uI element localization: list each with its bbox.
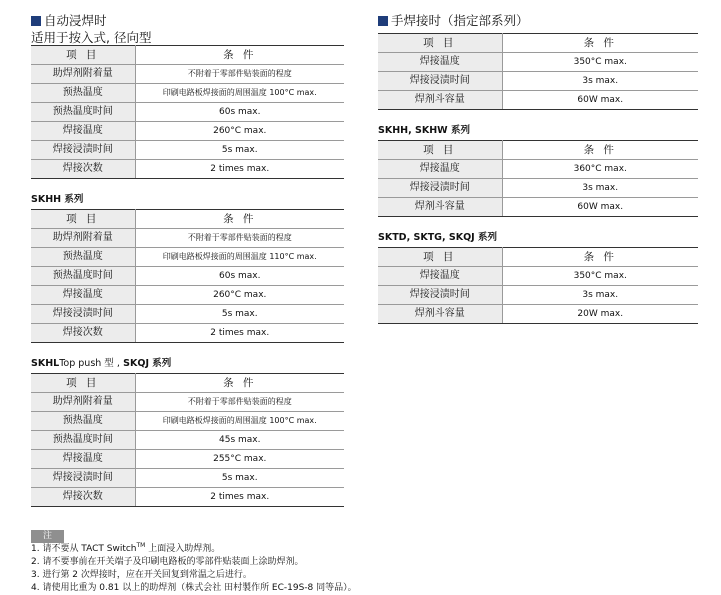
row-label: 焊接温度: [31, 286, 135, 305]
table-row: [378, 305, 698, 324]
table-row: [378, 267, 698, 286]
condition-header: 条 件: [135, 374, 344, 393]
row-label: 预热温度: [31, 412, 135, 431]
row-label: 焊接浸渍时间: [31, 305, 135, 324]
note-3: 3. 进行第 2 次焊接时，应在开关回复到常温之后进行。: [31, 570, 252, 580]
skhl-title-part: Top push 型 ,: [59, 358, 120, 369]
row-label: 焊接浸渍时间: [31, 469, 135, 488]
row-value: 360°C max.: [502, 160, 698, 179]
table-row: [378, 53, 698, 72]
skhh-dip-table: [31, 209, 344, 343]
auto-dip-subheading: 适用于按入式, 径向型: [31, 30, 152, 45]
table-row: [31, 488, 344, 507]
table-row: [31, 141, 344, 160]
row-label: 焊接温度: [378, 160, 502, 179]
note-2: 2. 请不要事前在开关端子及印刷电路板的零部件贴装面上涂助焊剂。: [31, 557, 304, 567]
row-value: 3s max.: [502, 72, 698, 91]
table-row: [31, 229, 344, 248]
manual-sktd-table: [378, 247, 698, 324]
row-value: 60W max.: [502, 91, 698, 110]
notes-section: [31, 523, 357, 595]
item-header: 项 目: [378, 34, 502, 53]
manual-soldering-heading-text: 手焊接时（指定部系列）: [391, 13, 529, 28]
note-1: [31, 543, 344, 556]
table-row: [31, 103, 344, 122]
skhh-skhw-series-title: SKHH, SKHW 系列: [378, 125, 470, 136]
row-label: 预热温度: [31, 84, 135, 103]
table-row: [31, 122, 344, 141]
row-value: 20W max.: [502, 305, 698, 324]
skhl-dip-table: [31, 373, 344, 507]
row-label: 焊剂斗容量: [378, 198, 502, 217]
row-value: 2 times max.: [135, 324, 344, 343]
row-label: 焊剂斗容量: [378, 305, 502, 324]
condition-header: 条 件: [135, 210, 344, 229]
item-header: 项 目: [31, 374, 135, 393]
table-header-row: [31, 374, 344, 393]
table-row: [378, 91, 698, 110]
row-value: 3s max.: [502, 286, 698, 305]
row-label: 焊接次数: [31, 488, 135, 507]
table-row: [31, 248, 344, 267]
table-row: [31, 286, 344, 305]
skhl-title-part: SKQJ 系列: [119, 358, 172, 369]
row-label: 焊接温度: [31, 122, 135, 141]
heading-square-icon: [31, 16, 41, 26]
note-1-text-end: 上面浸入助焊剂。: [145, 544, 221, 554]
row-label: 预热温度时间: [31, 431, 135, 450]
row-value: 2 times max.: [135, 488, 344, 507]
row-label: 焊接次数: [31, 324, 135, 343]
row-label: 预热温度时间: [31, 103, 135, 122]
table-row: [31, 469, 344, 488]
row-label: 焊接温度: [378, 53, 502, 72]
row-label: 助焊剂附着量: [31, 229, 135, 248]
row-value: 印刷电路板焊接面的周围温度 100°C max.: [135, 84, 344, 103]
row-value: 260°C max.: [135, 286, 344, 305]
manual-default-table: [378, 33, 698, 110]
row-value: 60s max.: [135, 103, 344, 122]
manual-soldering-heading: [378, 13, 698, 29]
row-label: 焊接次数: [31, 160, 135, 179]
row-label: 预热温度: [31, 248, 135, 267]
table-row: [31, 450, 344, 469]
item-header: 项 目: [31, 210, 135, 229]
row-label: 焊接浸渍时间: [31, 141, 135, 160]
row-label: 焊接浸渍时间: [378, 72, 502, 91]
auto-dip-heading: [31, 13, 344, 29]
row-value: 5s max.: [135, 141, 344, 160]
row-label: 焊剂斗容量: [378, 91, 502, 110]
auto-dip-default-table: [31, 45, 344, 179]
row-label: 焊接温度: [31, 450, 135, 469]
table-row: [378, 179, 698, 198]
row-label: 预热温度时间: [31, 267, 135, 286]
row-value: 45s max.: [135, 431, 344, 450]
row-value: 350°C max.: [502, 267, 698, 286]
table-header-row: [378, 248, 698, 267]
row-value: 60s max.: [135, 267, 344, 286]
row-label: 助焊剂附着量: [31, 393, 135, 412]
skhh-series-title: SKHH 系列: [31, 194, 84, 205]
condition-header: 条 件: [502, 34, 698, 53]
table-row: [31, 393, 344, 412]
table-header-row: [378, 141, 698, 160]
row-label: 焊接浸渍时间: [378, 286, 502, 305]
sktd-series-title: SKTD, SKTG, SKQJ 系列: [378, 232, 498, 243]
row-value: 2 times max.: [135, 160, 344, 179]
table-row: [31, 431, 344, 450]
row-value: 5s max.: [135, 305, 344, 324]
row-value: 260°C max.: [135, 122, 344, 141]
table-row: [31, 412, 344, 431]
note-4: 4. 请使用比重为 0.81 以上的助焊剂（株式会社 田村製作所 EC-19S-8 同等品）。: [31, 583, 357, 593]
table-row: [31, 84, 344, 103]
row-label: 焊接浸渍时间: [378, 179, 502, 198]
auto-dip-heading-text: 自动浸焊时: [44, 13, 107, 28]
item-header: 项 目: [378, 248, 502, 267]
row-label: 焊接温度: [378, 267, 502, 286]
item-header: 项 目: [378, 141, 502, 160]
table-row: [31, 65, 344, 84]
row-value: 255°C max.: [135, 450, 344, 469]
row-value: 印刷电路板焊接面的周围温度 100°C max.: [135, 412, 344, 431]
manual-soldering-section: [378, 13, 698, 324]
table-row: [31, 305, 344, 324]
note-1-text: 1. 请不要从 TACT Switch: [31, 544, 137, 554]
row-value: 印刷电路板焊接面的周围温度 110°C max.: [135, 248, 344, 267]
trademark-mark: TM: [136, 542, 146, 549]
notes-badge: 注: [31, 530, 64, 543]
row-value: 不附着于零部件贴装面的程度: [135, 65, 344, 84]
table-row: [31, 267, 344, 286]
auto-dip-section: [31, 13, 357, 595]
heading-square-icon: [378, 16, 388, 26]
table-header-row: [31, 46, 344, 65]
row-value: 不附着于零部件贴装面的程度: [135, 393, 344, 412]
row-value: 350°C max.: [502, 53, 698, 72]
table-header-row: [378, 34, 698, 53]
manual-skhh-table: [378, 140, 698, 217]
table-row: [378, 286, 698, 305]
table-header-row: [31, 210, 344, 229]
table-row: [31, 160, 344, 179]
item-header: 项 目: [31, 46, 135, 65]
row-value: 不附着于零部件贴装面的程度: [135, 229, 344, 248]
condition-header: 条 件: [502, 248, 698, 267]
skhl-series-title: [31, 358, 344, 370]
table-row: [378, 160, 698, 179]
condition-header: 条 件: [502, 141, 698, 160]
row-value: 5s max.: [135, 469, 344, 488]
row-label: 助焊剂附着量: [31, 65, 135, 84]
table-row: [31, 324, 344, 343]
condition-header: 条 件: [135, 46, 344, 65]
row-value: 60W max.: [502, 198, 698, 217]
skhl-title-part: SKHL: [31, 358, 60, 369]
table-row: [378, 72, 698, 91]
table-row: [378, 198, 698, 217]
row-value: 3s max.: [502, 179, 698, 198]
